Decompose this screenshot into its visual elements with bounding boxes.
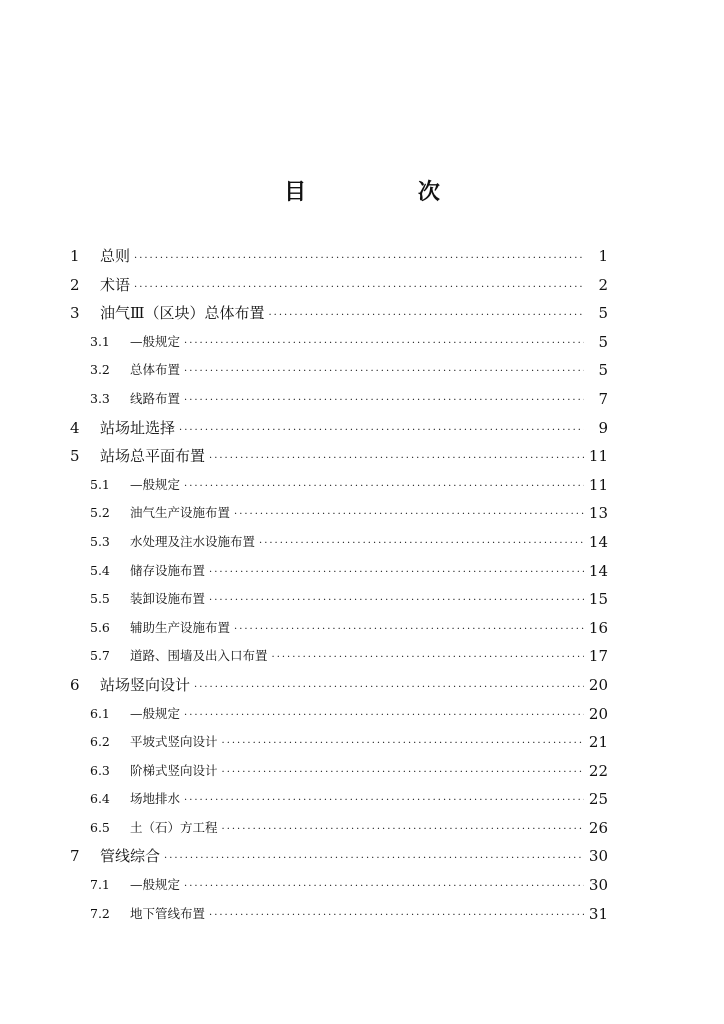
toc-page-number: 20 xyxy=(588,675,608,694)
toc-entry-2 xyxy=(0,271,724,300)
toc-title: 站场总平面布置 xyxy=(100,447,206,466)
toc-page-number: 30 xyxy=(588,876,608,895)
dot-leader xyxy=(209,587,584,616)
toc-entry-7-2 xyxy=(0,900,724,929)
toc-number: 1 xyxy=(70,247,80,265)
toc-entry-3 xyxy=(0,299,724,328)
toc-number: 5.1 xyxy=(90,476,110,492)
toc-title: 总体布置 xyxy=(130,362,181,378)
dot-leader xyxy=(164,845,584,874)
dot-leader xyxy=(209,559,584,588)
toc-title: 管线综合 xyxy=(100,847,161,866)
dot-leader xyxy=(134,274,584,303)
toc-entry-3-2 xyxy=(0,356,724,385)
toc-page-number: 11 xyxy=(588,475,608,494)
toc-number: 6.3 xyxy=(90,762,110,778)
toc-title: 道路、围墙及出入口布置 xyxy=(130,648,268,664)
dot-leader xyxy=(222,759,584,788)
dot-leader xyxy=(222,816,584,845)
toc-entry-6-1 xyxy=(0,700,724,729)
toc-page-number: 21 xyxy=(588,733,608,752)
toc-title: 储存设施布置 xyxy=(130,562,206,578)
toc-title: 阶梯式竖向设计 xyxy=(130,762,218,778)
dot-leader xyxy=(222,730,584,759)
toc-title: 土（石）方工程 xyxy=(130,819,218,835)
dot-leader xyxy=(184,787,584,816)
toc-entry-5-1 xyxy=(0,471,724,500)
toc-title: 油气Ⅲ（区块）总体布置 xyxy=(100,304,265,323)
toc-page-number: 20 xyxy=(588,704,608,723)
toc-entry-5-3 xyxy=(0,528,724,557)
dot-leader xyxy=(272,644,584,673)
toc-title: 站场址选择 xyxy=(100,418,176,437)
page-title: 目 次 xyxy=(284,178,492,205)
toc-title: 装卸设施布置 xyxy=(130,591,206,607)
toc-entry-6 xyxy=(0,671,724,700)
toc-number: 5.4 xyxy=(90,562,110,578)
toc-entry-1 xyxy=(0,242,724,271)
toc-number: 6 xyxy=(70,675,80,694)
toc-page-number: 14 xyxy=(588,561,608,580)
toc-entry-3-3 xyxy=(0,385,724,414)
toc-entry-5-4 xyxy=(0,557,724,586)
toc-page-number: 26 xyxy=(588,818,608,837)
toc-title: 油气生产设施布置 xyxy=(130,505,231,521)
toc-number: 3.2 xyxy=(90,362,110,378)
toc-number: 5.7 xyxy=(90,648,110,664)
toc-entry-6-4 xyxy=(0,785,724,814)
toc-title: 辅助生产设施布置 xyxy=(130,619,231,635)
toc-title: 总则 xyxy=(100,247,131,265)
toc-page-number: 5 xyxy=(598,304,608,323)
toc-page-number: 7 xyxy=(598,389,608,408)
toc-page-number: 14 xyxy=(588,532,608,551)
toc-number: 6.4 xyxy=(90,791,110,807)
toc-number: 5.3 xyxy=(90,533,110,549)
toc-page-number: 17 xyxy=(588,647,608,666)
toc-page-number: 25 xyxy=(588,790,608,809)
toc-title: —般规定 xyxy=(130,333,181,349)
toc-number: 3 xyxy=(70,304,80,323)
table-of-contents xyxy=(0,242,724,928)
toc-number: 5.5 xyxy=(90,591,110,607)
toc-number: 4 xyxy=(70,418,80,437)
dot-leader xyxy=(184,330,584,359)
toc-entry-5-2 xyxy=(0,499,724,528)
toc-title: 线路布置 xyxy=(130,390,181,406)
toc-number: 2 xyxy=(70,275,80,294)
toc-number: 7 xyxy=(70,847,80,866)
toc-entry-5-6 xyxy=(0,614,724,643)
dot-leader xyxy=(184,473,584,502)
toc-title: 场地排水 xyxy=(130,791,181,807)
toc-page-number: 11 xyxy=(588,447,608,466)
toc-page-number: 5 xyxy=(598,332,608,351)
toc-number: 6.5 xyxy=(90,819,110,835)
dot-leader xyxy=(194,674,584,703)
toc-page-number: 13 xyxy=(588,504,608,523)
dot-leader xyxy=(179,417,584,446)
dot-leader xyxy=(134,245,584,274)
toc-entry-4 xyxy=(0,414,724,443)
dot-leader xyxy=(209,902,584,931)
toc-page-number: 16 xyxy=(588,618,608,637)
toc-entry-5-7 xyxy=(0,642,724,671)
toc-entry-5 xyxy=(0,442,724,471)
toc-page-number: 30 xyxy=(588,847,608,866)
toc-title: —般规定 xyxy=(130,476,181,492)
toc-number: 5.2 xyxy=(90,505,110,521)
toc-page-number: 9 xyxy=(598,418,608,437)
toc-entry-6-5 xyxy=(0,814,724,843)
toc-title: 术语 xyxy=(100,275,131,294)
dot-leader xyxy=(184,873,584,902)
toc-title: 平坡式竖向设计 xyxy=(130,734,218,750)
toc-entry-3-1 xyxy=(0,328,724,357)
dot-leader xyxy=(268,302,584,331)
toc-page-number: 22 xyxy=(588,761,608,780)
toc-title: 站场竖向设计 xyxy=(100,675,191,694)
toc-entry-6-2 xyxy=(0,728,724,757)
toc-entry-6-3 xyxy=(0,757,724,786)
toc-number: 7.2 xyxy=(90,905,110,921)
dot-leader xyxy=(259,530,584,559)
toc-entry-5-5 xyxy=(0,585,724,614)
toc-number: 5.6 xyxy=(90,619,110,635)
toc-page-number: 1 xyxy=(598,247,608,265)
dot-leader xyxy=(184,358,584,387)
toc-number: 3.1 xyxy=(90,333,110,349)
toc-number: 6.1 xyxy=(90,705,110,721)
toc-page-number: 5 xyxy=(598,361,608,380)
toc-title: —般规定 xyxy=(130,705,181,721)
toc-page-number: 15 xyxy=(588,590,608,609)
dot-leader xyxy=(184,387,584,416)
dot-leader xyxy=(184,702,584,731)
toc-page-number: 2 xyxy=(598,275,608,294)
dot-leader xyxy=(234,616,584,645)
toc-number: 3.3 xyxy=(90,390,110,406)
toc-number: 7.1 xyxy=(90,877,110,893)
toc-entry-7 xyxy=(0,842,724,871)
toc-title: 地下管线布置 xyxy=(130,905,206,921)
toc-entry-7-1 xyxy=(0,871,724,900)
dot-leader xyxy=(234,501,584,530)
toc-page-number: 31 xyxy=(588,904,608,923)
toc-number: 6.2 xyxy=(90,734,110,750)
dot-leader xyxy=(209,445,584,474)
toc-title: 水处理及注水设施布置 xyxy=(130,533,256,549)
toc-number: 5 xyxy=(70,447,80,466)
toc-title: —般规定 xyxy=(130,877,181,893)
